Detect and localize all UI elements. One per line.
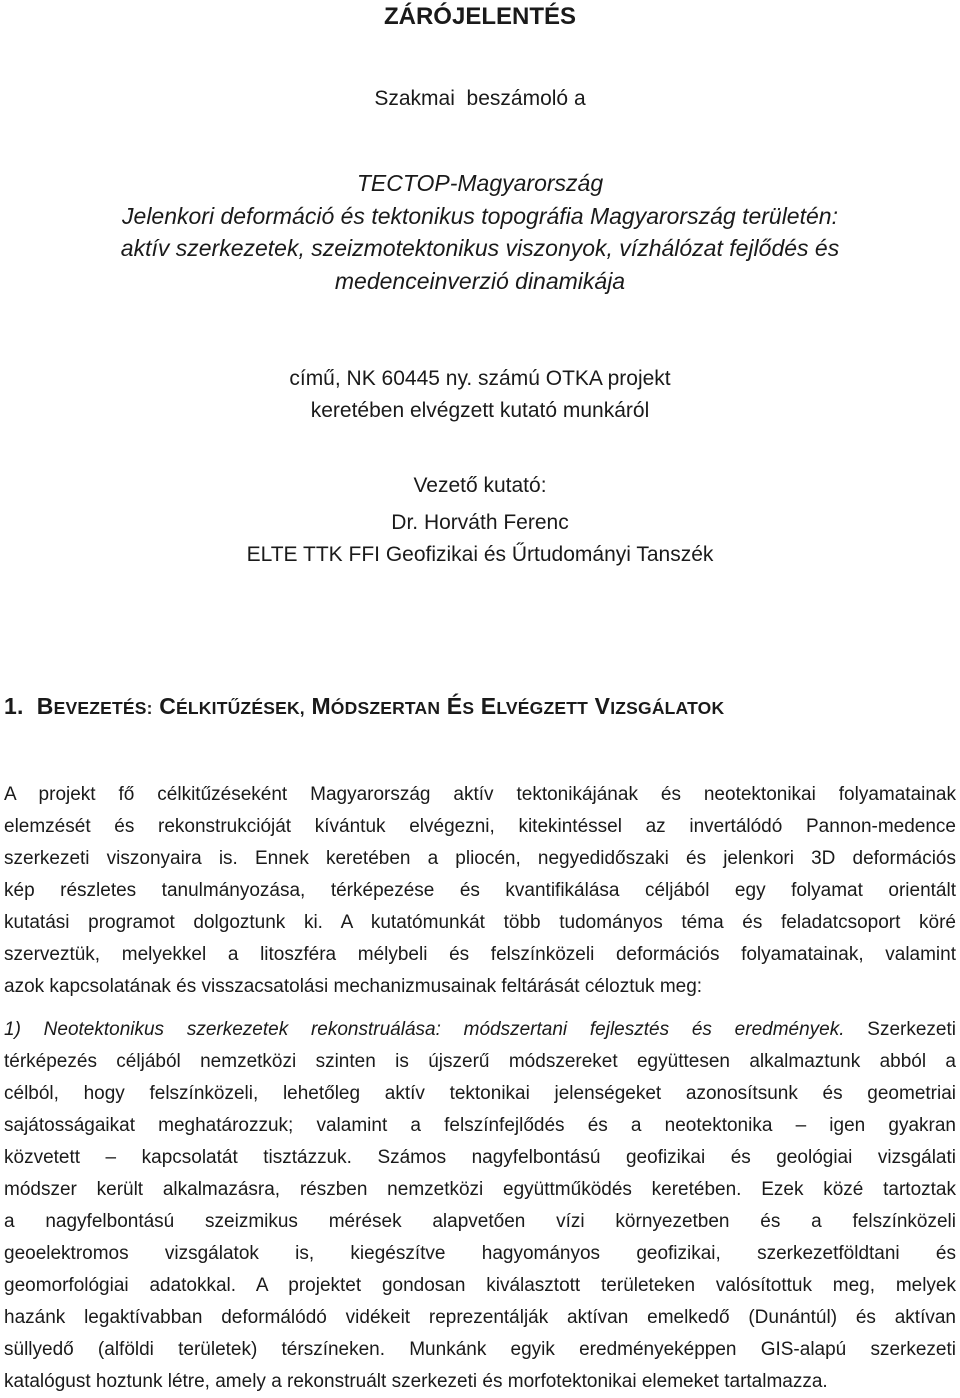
paragraph-line-rest: Szerkezeti xyxy=(844,1019,956,1040)
project-title-line: Jelenkori deformáció és tektonikus topográfia Magyarország területén: xyxy=(122,202,838,229)
section-heading-text: BEVEZETÉS: CÉLKITŰZÉSEK, MÓDSZERTAN ÉS ELVÉGZETT VIZSGÁLATOK xyxy=(36,693,725,719)
project-title-line: aktív szerkezetek, szeizmotektonikus viszonyok, vízhálózat fejlődés és xyxy=(120,235,840,261)
section-number: 1. xyxy=(4,693,24,719)
section-heading xyxy=(4,689,724,725)
paragraph-line: süllyedő (alföldi területek) térszíneken. Munkánk egyik eredményeképpen GIS-alapú szerkezeti xyxy=(4,1339,956,1360)
paragraph-line: kutatási programot dolgoztunk ki. A kutatómunkát több tudományos téma és feladatcsoport köré xyxy=(4,912,956,933)
paragraph-line: szerkezeti viszonyaira is. Ennek keretében a pliocén, negyedidőszaki és jelenkori 3D deformációs xyxy=(4,848,956,869)
paragraph-neotectonics xyxy=(4,1014,956,1398)
project-reference-line: keretében elvégzett kutató munkáról xyxy=(310,399,650,422)
document-title: ZÁRÓJELENTÉS xyxy=(383,3,577,30)
paragraph-line: közvetett – kapcsolatát tisztázzuk. Számos nagyfelbontású geofizikai és geológiai vizsgálati xyxy=(4,1147,956,1168)
project-title-block xyxy=(0,167,960,297)
paragraph-line: geomorfológiai adatokkal. A projektet gondosan kiválasztott területeken valósítottuk meg, melyek xyxy=(4,1275,956,1296)
project-reference-line: című, NK 60445 ny. számú OTKA projekt xyxy=(289,367,671,390)
paragraph-line: módszer került alkalmazásra, részben nemzetközi együttműködés keretében. Ezek közé tartoztak xyxy=(4,1179,956,1200)
paragraph-line: a nagyfelbontású szeizmikus mérések alapvetően vízi környezetben és a felszínközeli xyxy=(4,1211,956,1232)
paragraph-line: térképezés céljából nemzetközi szinten is újszerű módszereket együttesen alkalmaztunk abból a xyxy=(4,1051,956,1072)
paragraph-line: sajátosságaikat meghatározzuk; valamint a felszínfejlődés és a neotektonika – igen gyakran xyxy=(4,1115,956,1136)
leader-affiliation: ELTE TTK FFI Geofizikai és Űrtudományi Tanszék xyxy=(246,543,714,566)
project-reference-block xyxy=(0,363,960,427)
paragraph-line: katalógust hoztunk létre, amely a rekonstruált szerkezeti és morfotektonikai elemeket tartalmazza. xyxy=(4,1371,828,1392)
paragraph-line: azok kapcsolatának és visszacsatolási mechanizmusainak feltárását céloztuk meg: xyxy=(4,976,703,997)
project-title-line: TECTOP-Magyarország xyxy=(356,170,604,196)
leader-block xyxy=(0,507,960,571)
leader-name: Dr. Horváth Ferenc xyxy=(391,511,569,534)
paragraph-line: szerveztük, melyekkel a litoszféra mélybeli és felszínközeli deformációs folyamatainak, valamint xyxy=(4,944,956,965)
paragraph-line: célból, hogy felszínközeli, lehetőleg aktív tektonikai jelenségeket azonosítsunk és geometriai xyxy=(4,1083,956,1104)
paragraph-line: geoelektromos vizsgálatok is, kiegészítve hagyományos geofizikai, szerkezetföldtani és xyxy=(4,1243,956,1264)
subsection-lead: 1) Neotektonikus szerkezetek rekonstruálása: módszertani fejlesztés és eredmények. xyxy=(4,1019,845,1040)
paragraph-intro xyxy=(4,779,956,1003)
paragraph-line: elemzését és rekonstrukcióját kívántuk elvégezni, kitekintéssel az invertálódó Pannon-medence xyxy=(4,816,956,837)
leader-label: Vezető kutató: xyxy=(413,474,547,497)
paragraph-line: kép részletes tanulmányozása, térképezése és kvantifikálása céljából egy folyamat orientált xyxy=(4,880,956,901)
report-subtitle: Szakmai beszámoló a xyxy=(374,87,586,110)
paragraph-line: hazánk legaktívabban deformálódó vidékeit reprezentálják aktívan emelkedő (Dunántúl) és aktívan xyxy=(4,1307,956,1328)
project-title-line: medenceinverzió dinamikája xyxy=(334,267,626,294)
paragraph-line xyxy=(4,1014,956,1046)
paragraph-line: A projekt fő célkitűzéseként Magyarország aktív tektonikájának és neotektonikai folyamatainak xyxy=(4,784,956,805)
